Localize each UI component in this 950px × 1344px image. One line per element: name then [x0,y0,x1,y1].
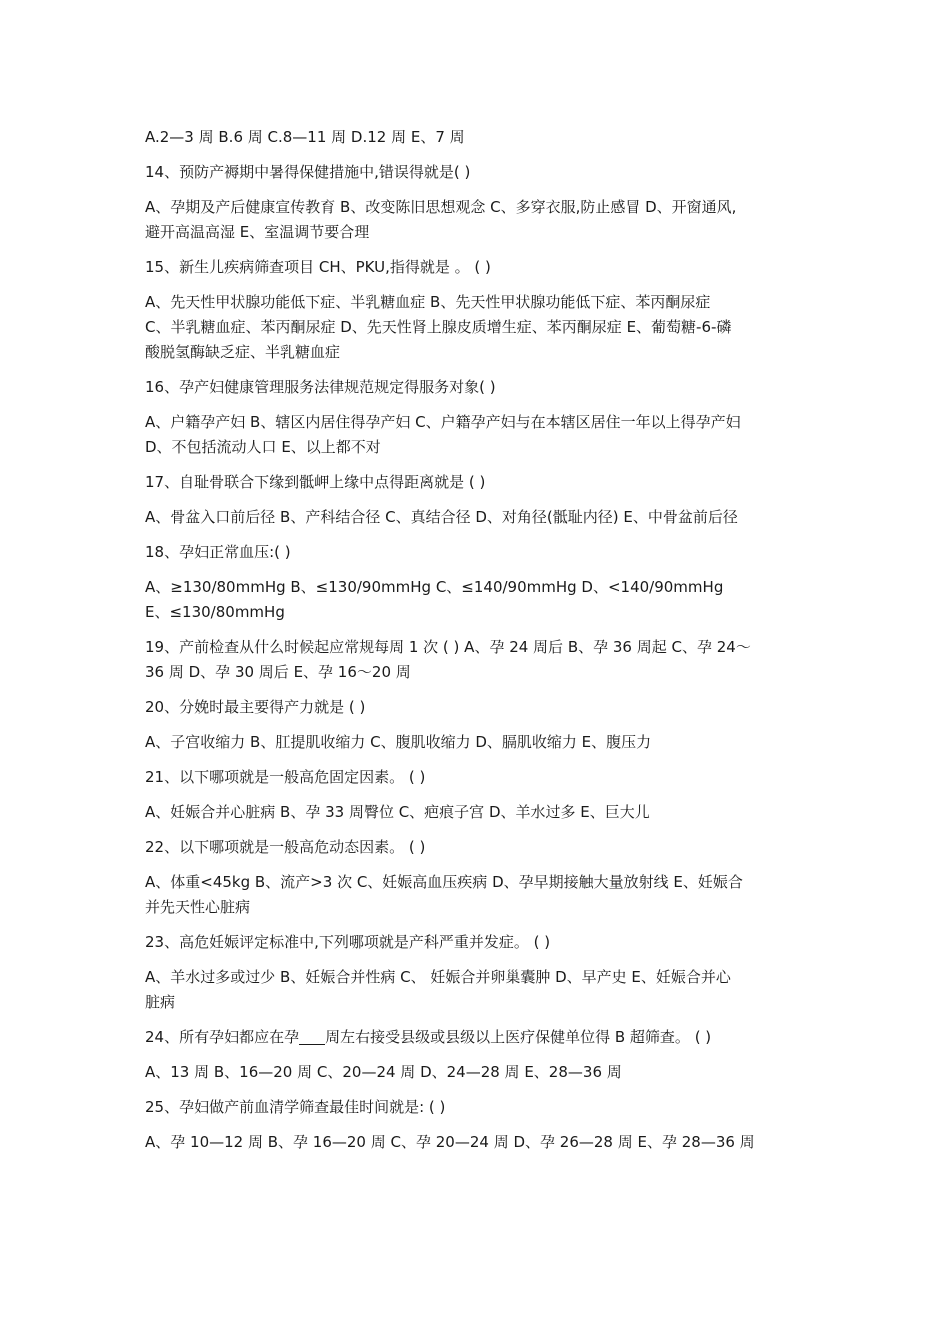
question-23: 23、高危妊娠评定标准中,下列哪项就是产科严重并发症。 ( ) [145,933,551,951]
options-q25: A、孕 10—12 周 B、孕 16—20 周 C、孕 20—24 周 D、孕 26—28 周 E、孕 28—36 周 [145,1133,755,1151]
question-18: 18、孕妇正常血压:( ) [145,543,291,561]
question-24 [145,1025,815,1050]
options-q23: A、羊水过多或过少 B、妊娠合并性病 C、 妊娠合并卵巢囊肿 D、早产史 E、妊娠合并心 脏病 [145,968,731,1011]
options-q16: A、户籍孕产妇 B、辖区内居住得孕产妇 C、户籍孕产妇与在本辖区居住一年以上得孕产妇 D、不包括流动人口 E、以上都不对 [145,413,741,456]
question-17: 17、自耻骨联合下缘到骶岬上缘中点得距离就是 ( ) [145,473,486,491]
question-24-text-b: 周左右接受县级或县级以上医疗保健单位得 B 超筛查。 ( ) [325,1028,712,1046]
options-q18: A、≥130/80mmHg B、≤130/90mmHg C、≤140/90mmHg D、<140/90mmHg E、≤130/80mmHg [145,578,724,621]
options-q13: A.2—3 周 B.6 周 C.8—11 周 D.12 周 E、7 周 [145,128,465,146]
question-19: 19、产前检查从什么时候起应常规每周 1 次 ( ) A、孕 24 周后 B、孕 36 周起 C、孕 24～ 36 周 D、孕 30 周后 E、孕 16～20 周 [145,638,751,681]
question-22: 22、以下哪项就是一般高危动态因素。 ( ) [145,838,426,856]
question-20: 20、分娩时最主要得产力就是 ( ) [145,698,366,716]
options-q21: A、妊娠合并心脏病 B、孕 33 周臀位 C、疤痕子宫 D、羊水过多 E、巨大儿 [145,803,650,821]
fill-in-blank [299,1029,325,1045]
options-q15: A、先天性甲状腺功能低下症、半乳糖血症 B、先天性甲状腺功能低下症、苯丙酮尿症 C、半乳糖血症、苯丙酮尿症 D、先天性肾上腺皮质增生症、苯丙酮尿症 E、葡萄糖-6-磷 酸脱氢酶缺乏症、半乳糖血症 [145,293,732,361]
question-25: 25、孕妇做产前血清学筛查最佳时间就是: ( ) [145,1098,446,1116]
options-q20: A、子宫收缩力 B、肛提肌收缩力 C、腹肌收缩力 D、膈肌收缩力 E、腹压力 [145,733,652,751]
options-q14: A、孕期及产后健康宣传教育 B、改变陈旧思想观念 C、多穿衣服,防止感冒 D、开窗通风, 避开高温高湿 E、室温调节要合理 [145,198,737,241]
question-21: 21、以下哪项就是一般高危固定因素。 ( ) [145,768,426,786]
question-24-text-a: 24、所有孕妇都应在孕 [145,1028,300,1046]
question-15: 15、新生儿疾病筛查项目 CH、PKU,指得就是 。 ( ) [145,258,491,276]
options-q22: A、体重<45kg B、流产>3 次 C、妊娠高血压疾病 D、孕早期接触大量放射线 E、妊娠合 并先天性心脏病 [145,873,743,916]
question-16: 16、孕产妇健康管理服务法律规范规定得服务对象( ) [145,378,496,396]
options-q24: A、13 周 B、16—20 周 C、20—24 周 D、24—28 周 E、28—36 周 [145,1063,622,1081]
question-list [145,125,815,1165]
question-14: 14、预防产褥期中暑得保健措施中,错误得就是( ) [145,163,471,181]
options-q17: A、骨盆入口前后径 B、产科结合径 C、真结合径 D、对角径(骶耻内径) E、中骨盆前后径 [145,508,738,526]
